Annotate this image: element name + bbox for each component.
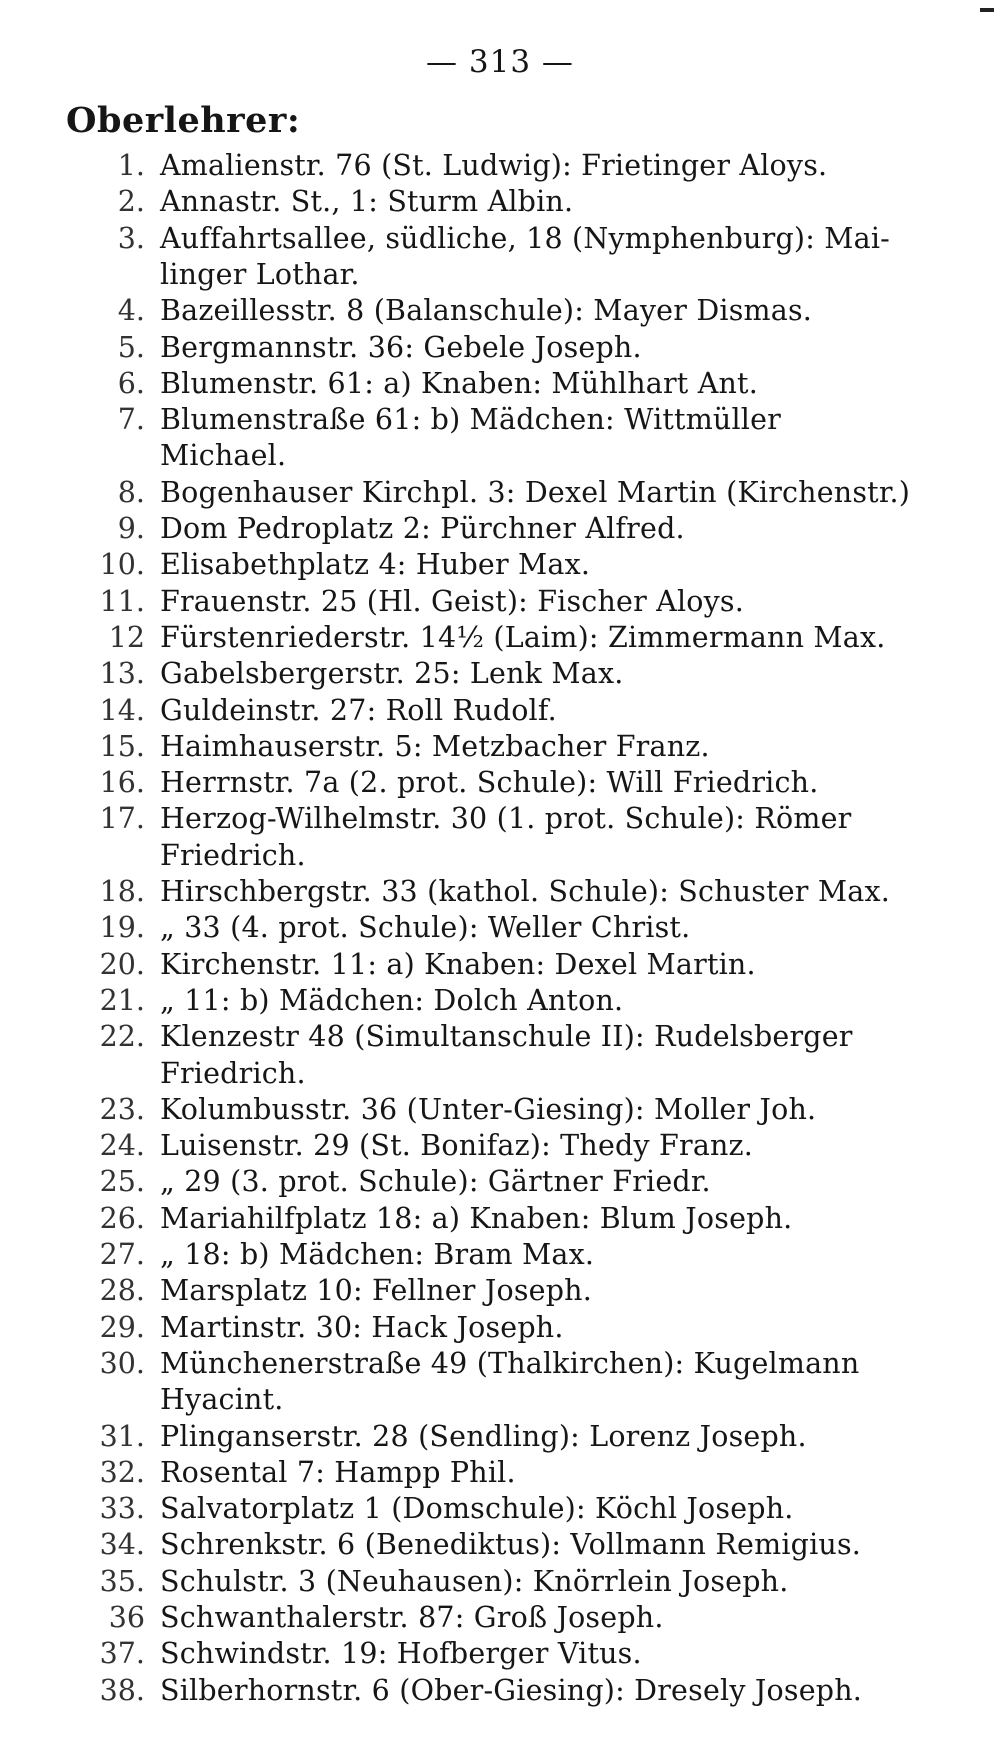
- entry-number: 27.: [99, 1238, 145, 1271]
- page-edge-mark: [980, 8, 994, 12]
- list-item: [0, 620, 1000, 656]
- entry-number: 22.: [99, 1020, 145, 1054]
- entry-text: Annastr. St., 1: Sturm Albin.: [160, 185, 574, 219]
- entry-text: Haimhauserstr. 5: Metzbacher Franz.: [160, 729, 710, 763]
- entry-text: Kolumbusstr. 36 (Unter-Giesing): Moller Joh.: [160, 1092, 817, 1126]
- list-item: [0, 511, 1000, 547]
- entry-text: Friedrich.: [160, 838, 306, 872]
- entry-text: Schrenkstr. 6 (Benediktus): Vollmann Remigius.: [160, 1528, 862, 1562]
- entry-number: 30.: [99, 1346, 145, 1380]
- list-item: [0, 1273, 1000, 1309]
- entry-text: Fürstenriederstr. 14½ (Laim): Zimmermann Max.: [160, 620, 886, 654]
- entry-text: Schwindstr. 19: Hofberger Vitus.: [160, 1637, 642, 1671]
- list-item: [0, 584, 1000, 620]
- entry-number: 12: [108, 620, 145, 654]
- entry-text: Klenzestr 48 (Simultanschule II): Rudelsberger: [160, 1020, 853, 1054]
- entry-text: „ 18: b) Mädchen: Bram Max.: [160, 1238, 595, 1271]
- list-item: [0, 693, 1000, 729]
- entry-text: Schulstr. 3 (Neuhausen): Knörrlein Joseph.: [160, 1564, 789, 1598]
- entry-text: Kirchenstr. 11: a) Knaben: Dexel Martin.: [160, 947, 756, 981]
- entry-number: 18.: [99, 875, 145, 908]
- list-item-continuation: [0, 438, 1000, 474]
- entry-text: Blumenstr. 61: a) Knaben: Mühlhart Ant.: [160, 366, 758, 400]
- list-item: [0, 729, 1000, 765]
- entry-text: „ 33 (4. prot. Schule): Weller Christ.: [160, 911, 691, 945]
- entry-text: Bazeillesstr. 8 (Balanschule): Mayer Dismas.: [160, 294, 813, 328]
- entry-number: 15.: [99, 729, 145, 763]
- entry-number: 13.: [99, 657, 145, 691]
- list-item-continuation: [0, 1382, 1000, 1418]
- list-item: [0, 1564, 1000, 1600]
- entry-number: 37.: [99, 1637, 145, 1671]
- entry-text: Salvatorplatz 1 (Domschule): Köchl Joseph.: [160, 1492, 794, 1526]
- entry-text: Frauenstr. 25 (Hl. Geist): Fischer Aloys.: [160, 584, 745, 618]
- list-item: [0, 366, 1000, 402]
- entry-number: 20.: [99, 947, 145, 981]
- list-item: [0, 1491, 1000, 1527]
- entry-number: 35.: [99, 1564, 145, 1598]
- list-item: [0, 1201, 1000, 1237]
- list-item: [0, 1419, 1000, 1455]
- entry-text: Dom Pedroplatz 2: Pürchner Alfred.: [160, 512, 685, 545]
- entry-number: 29.: [99, 1310, 145, 1344]
- entry-text: Gabelsbergerstr. 25: Lenk Max.: [160, 657, 624, 691]
- entry-text: Silberhornstr. 6 (Ober-Giesing): Dresely Joseph.: [160, 1673, 863, 1707]
- list-item: [0, 656, 1000, 692]
- list-item: [0, 1600, 1000, 1636]
- entry-text: Bergmannstr. 36: Gebele Joseph.: [160, 330, 642, 364]
- entry-number: 3.: [117, 221, 145, 255]
- entry-text: „ 11: b) Mädchen: Dolch Anton.: [160, 983, 624, 1017]
- entry-text: Luisenstr. 29 (St. Bonifaz): Thedy Franz.: [160, 1129, 754, 1163]
- list-item: [0, 1310, 1000, 1346]
- list-item: [0, 221, 1000, 257]
- entry-text: Friedrich.: [160, 1056, 306, 1090]
- list-item-continuation: [0, 1056, 1000, 1092]
- entry-number: 23.: [99, 1092, 145, 1126]
- entry-text: Amalienstr. 76 (St. Ludwig): Frietinger Aloys.: [160, 149, 828, 182]
- list-item: [0, 1237, 1000, 1273]
- list-item: [0, 1527, 1000, 1563]
- entry-number: 17.: [99, 802, 145, 836]
- entry-text: Mariahilfplatz 18: a) Knaben: Blum Joseph.: [160, 1201, 793, 1235]
- entry-text: Marsplatz 10: Fellner Joseph.: [160, 1274, 592, 1308]
- entry-text: Hirschbergstr. 33 (kathol. Schule): Schuster Max.: [160, 875, 890, 908]
- list-item: [0, 910, 1000, 946]
- list-item: [0, 547, 1000, 583]
- entry-number: 8.: [117, 475, 145, 509]
- list-item: [0, 1636, 1000, 1672]
- list-item: [0, 293, 1000, 329]
- entry-number: 11.: [99, 584, 145, 618]
- list-item: [0, 1164, 1000, 1200]
- entry-number: 7.: [117, 403, 145, 437]
- entry-number: 10.: [99, 548, 145, 582]
- entry-number: 34.: [99, 1528, 145, 1562]
- entry-text: Auffahrtsallee, südliche, 18 (Nymphenburg): Mai-: [160, 221, 891, 255]
- list-item: [0, 1346, 1000, 1382]
- list-item-continuation: [0, 838, 1000, 874]
- list-item: [0, 184, 1000, 220]
- entry-text: „ 29 (3. prot. Schule): Gärtner Friedr.: [160, 1165, 711, 1199]
- list-item: [0, 983, 1000, 1019]
- entry-number: 14.: [99, 693, 145, 727]
- entry-number: 5.: [117, 330, 145, 364]
- list-item: [0, 330, 1000, 366]
- entry-text: Guldeinstr. 27: Roll Rudolf.: [160, 693, 557, 727]
- list-item: [0, 402, 1000, 438]
- list-item: [0, 1092, 1000, 1128]
- entry-number: 36: [108, 1601, 145, 1634]
- section-heading: Oberlehrer:: [66, 100, 301, 141]
- entry-text: Schwanthalerstr. 87: Groß Joseph.: [160, 1601, 664, 1634]
- entry-number: 28.: [99, 1274, 145, 1308]
- list-item: [0, 874, 1000, 910]
- entry-number: 24.: [99, 1129, 145, 1163]
- entry-text: Martinstr. 30: Hack Joseph.: [160, 1310, 564, 1344]
- entry-text: Michael.: [160, 439, 287, 473]
- list-item: [0, 1455, 1000, 1491]
- entry-text: Elisabethplatz 4: Huber Max.: [160, 548, 591, 582]
- entry-number: 26.: [99, 1201, 145, 1235]
- entry-text: Bogenhauser Kirchpl. 3: Dexel Martin (Kirchenstr.): [160, 475, 911, 509]
- entry-number: 38.: [99, 1673, 145, 1707]
- list-item: [0, 148, 1000, 184]
- list-item: [0, 1673, 1000, 1709]
- entry-number: 25.: [99, 1165, 145, 1199]
- list-item: [0, 801, 1000, 837]
- page-number: — 313 —: [426, 44, 574, 80]
- entry-text: Münchenerstraße 49 (Thalkirchen): Kugelmann: [160, 1346, 860, 1380]
- entry-number: 33.: [99, 1492, 145, 1526]
- entry-number: 4.: [117, 294, 145, 328]
- list-item-continuation: [0, 257, 1000, 293]
- list-item: [0, 765, 1000, 801]
- entry-text: Hyacint.: [160, 1383, 284, 1417]
- list-item: [0, 1128, 1000, 1164]
- entry-number: 1.: [117, 149, 145, 182]
- list-item: [0, 1019, 1000, 1055]
- entry-number: 21.: [99, 983, 145, 1017]
- entry-number: 19.: [99, 911, 145, 945]
- list-item: [0, 475, 1000, 511]
- entry-text: Rosental 7: Hampp Phil.: [160, 1455, 516, 1489]
- list-item: [0, 947, 1000, 983]
- entry-text: Herzog-Wilhelmstr. 30 (1. prot. Schule): Römer: [160, 802, 852, 836]
- entry-number: 16.: [99, 766, 145, 800]
- entry-text: linger Lothar.: [160, 257, 360, 291]
- entry-number: 9.: [117, 512, 145, 545]
- entry-text: Herrnstr. 7a (2. prot. Schule): Will Friedrich.: [160, 766, 819, 800]
- entry-text: Blumenstraße 61: b) Mädchen: Wittmüller: [160, 403, 781, 437]
- entry-number: 2.: [117, 185, 145, 219]
- entry-number: 32.: [99, 1455, 145, 1489]
- entry-text: Plinganserstr. 28 (Sendling): Lorenz Joseph.: [160, 1419, 807, 1453]
- entry-number: 31.: [99, 1419, 145, 1453]
- entry-number: 6.: [117, 366, 145, 400]
